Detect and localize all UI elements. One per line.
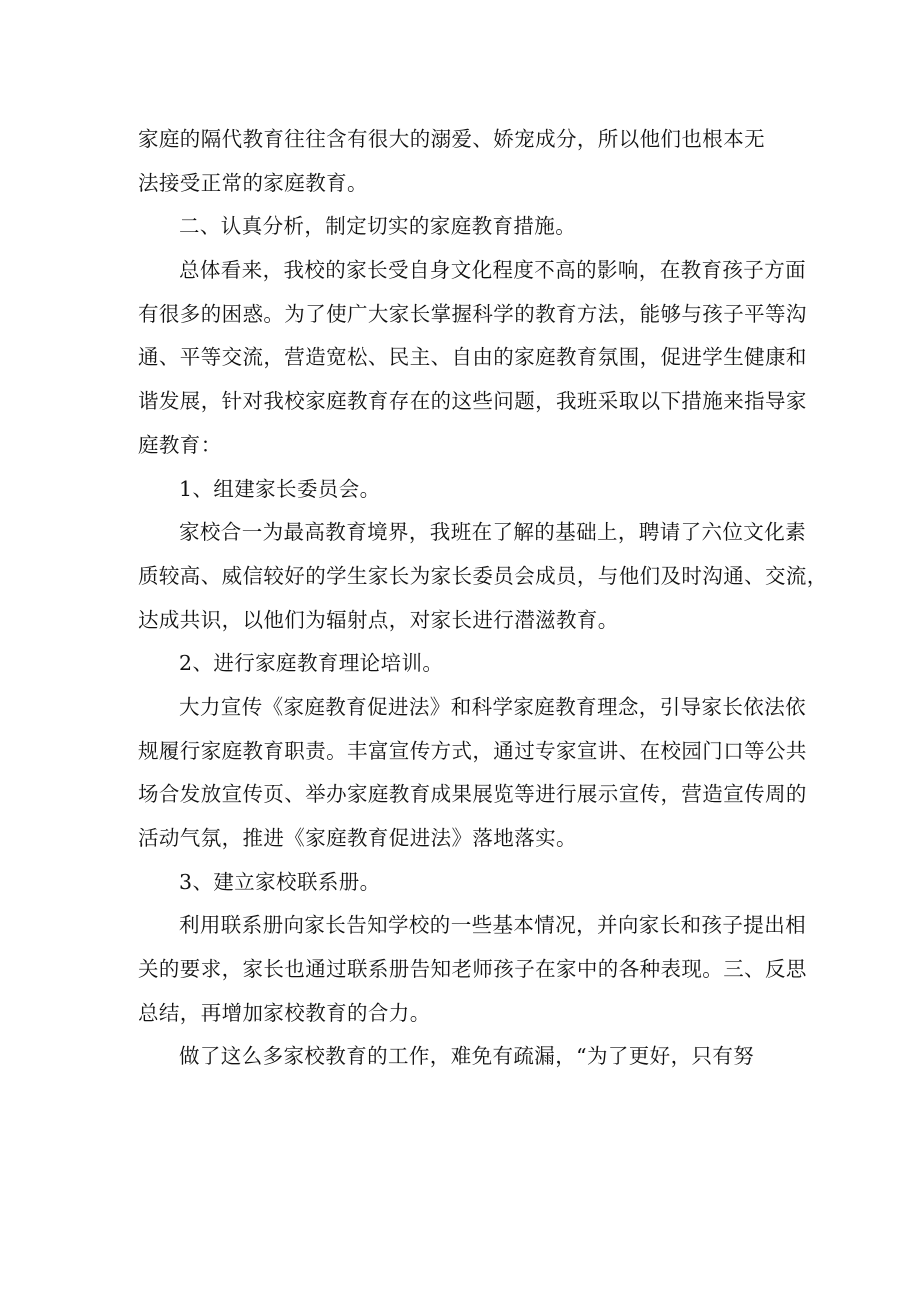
text-line: 家校合一为最高教育境界，我班在了解的基础上，聘请了六位文化素 (179, 520, 806, 545)
subheading: 1、组建家长委员会。 (179, 476, 381, 501)
section-heading: 二、认真分析，制定切实的家庭教育措施。 (179, 214, 577, 239)
text-line: 通、平等交流，营造宽松、民主、自由的家庭教育氛围，促进学生健康和 (138, 345, 807, 370)
text-line: 场合发放宣传页、举办家庭教育成果展览等进行展示宣传，营造宣传周的 (138, 782, 807, 807)
text-line: 有很多的困惑。为了使广大家长掌握科学的教育方法，能够与孩子平等沟 (138, 301, 807, 326)
text-line: 利用联系册向家长告知学校的一些基本情况，并向家长和孩子提出相 (179, 913, 806, 938)
text-line: 质较高、威信较好的学生家长为家长委员会成员，与他们及时沟通、交流， (138, 563, 828, 588)
text-line: 关的要求，家长也通过联系册告知老师孩子在家中的各种表现。三、反思 (138, 957, 807, 982)
text-line: 达成共识，以他们为辐射点，对家长进行潜滋教育。 (138, 607, 619, 632)
text-line: 做了这么多家校教育的工作，难免有疏漏，“为了更好，只有努 (179, 1044, 755, 1069)
text-line: 总体看来，我校的家长受自身文化程度不高的影响，在教育孩子方面 (179, 258, 806, 283)
text-line: 法接受正常的家庭教育。 (138, 170, 368, 195)
text-line: 规履行家庭教育职责。丰富宣传方式，通过专家宣讲、在校园门口等公共 (138, 738, 807, 763)
text-line: 谐发展，针对我校家庭教育存在的这些问题，我班采取以下措施来指导家 (138, 389, 807, 414)
document-body (138, 118, 828, 1079)
subheading: 2、进行家庭教育理论培训。 (179, 651, 444, 676)
text-line: 家庭的隔代教育往往含有很大的溺爱、娇宠成分，所以他们也根本无 (138, 127, 765, 151)
text-line: 大力宣传《家庭教育促进法》和科学家庭教育理念，引导家长依法依 (179, 694, 806, 719)
subheading: 3、建立家校联系册。 (179, 869, 381, 894)
text-line: 活动气氛，推进《家庭教育促进法》落地落实。 (138, 826, 577, 850)
text-line: 庭教育： (138, 432, 222, 457)
text-line: 总结，再增加家校教育的合力。 (138, 1000, 431, 1025)
